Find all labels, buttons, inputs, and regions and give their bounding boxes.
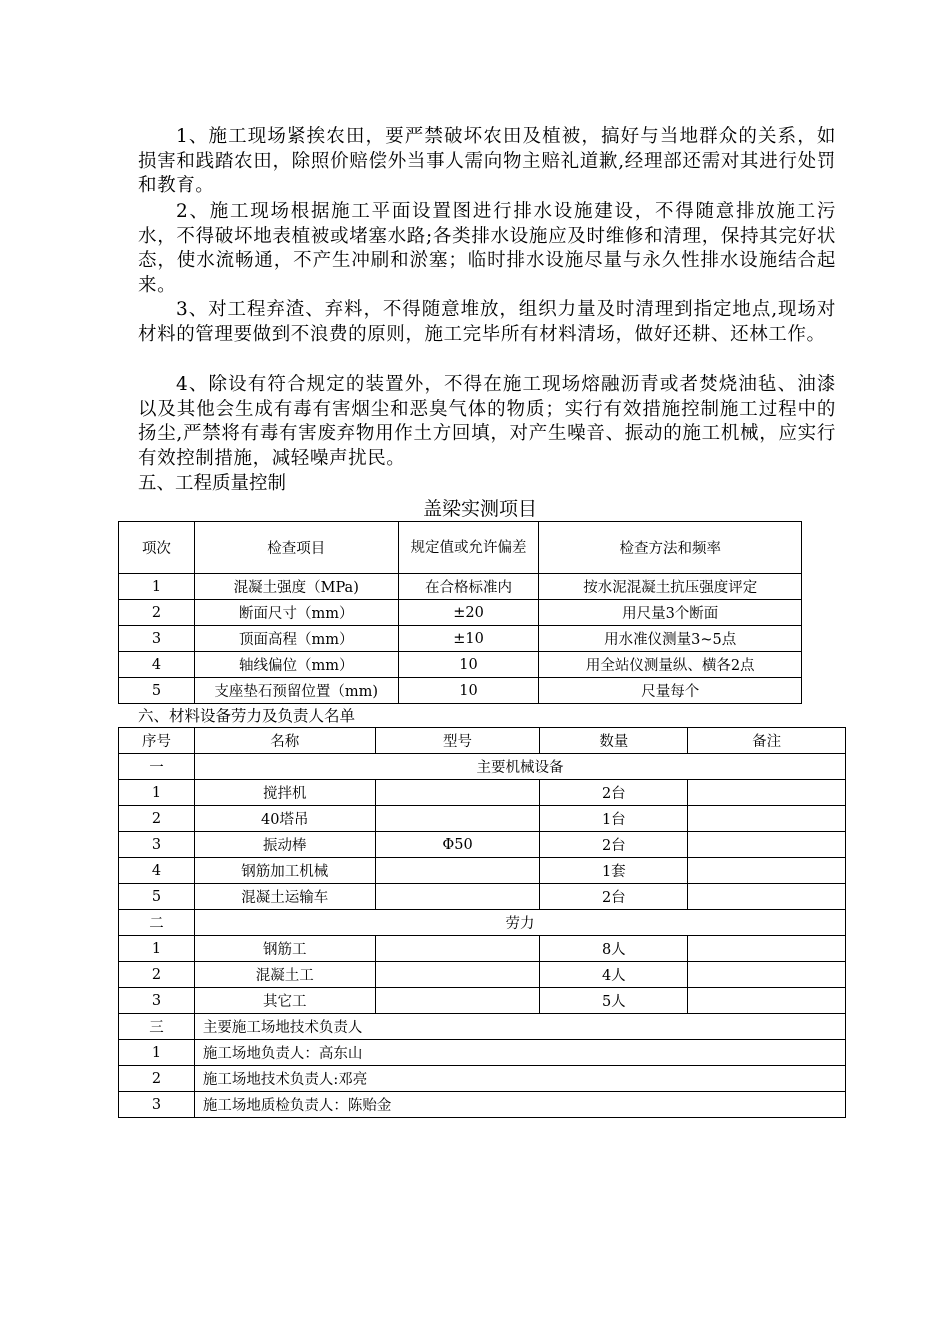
cell: 2 [119,962,195,988]
table-row [119,574,802,600]
cell: 5人 [540,988,688,1014]
group-row [119,1014,846,1040]
cell: 40塔吊 [194,806,375,832]
cell: 3 [119,626,195,652]
cell: 一 [119,754,195,780]
cell: 施工场地负责人：高东山 [194,1040,845,1066]
cell [688,780,846,806]
cell: 混凝土强度（MPa) [194,574,398,600]
table-row [119,1040,846,1066]
cell: 用全站仪测量纵、横各2点 [539,652,802,678]
section-6-heading: 六、材料设备劳力及负责人名单 [138,707,356,725]
table-header-row [119,728,846,754]
cell [688,936,846,962]
group-title: 主要机械设备 [194,754,845,780]
cell [375,858,540,884]
paragraph-2: 2、施工现场根据施工平面设置图进行排水设施建设，不得随意排放施工污水，不得破坏地表植被或堵塞水路;各类排水设施应及时维修和清理，保持其完好状态，使水流畅通，不产生冲刷和淤塞；临时排水设施尽量与永久性排水设施结合起来。 [138,201,836,296]
cell: 按水泥混凝土抗压强度评定 [539,574,802,600]
cell: ±20 [398,600,539,626]
cell: 3 [119,832,195,858]
table-row [119,858,846,884]
header-cell: 备注 [688,728,846,754]
header-cell: 检查方法和频率 [539,522,802,574]
table-header-row [119,522,802,574]
cell: 2台 [540,884,688,910]
cell: 2台 [540,832,688,858]
table-row [119,626,802,652]
cell: 振动棒 [194,832,375,858]
cell: 2台 [540,780,688,806]
cell: 混凝土运输车 [194,884,375,910]
paragraph-3: 3、对工程弃渣、弃料，不得随意堆放，组织力量及时清理到指定地点,现场对材料的管理要做到不浪费的原则，施工完毕所有材料清场，做好还耕、还林工作。 [138,299,836,345]
cell: 支座垫石预留位置（mm) [194,678,398,704]
cell [688,988,846,1014]
cell: 2 [119,1066,195,1092]
cell [375,806,540,832]
table-row [119,988,846,1014]
header-cell: 型号 [375,728,540,754]
cell: 其它工 [194,988,375,1014]
header-cell: 规定值或允许偏差 [398,522,539,574]
cell: 4 [119,858,195,884]
paragraph-4: 4、除设有符合规定的装置外，不得在施工现场熔融沥青或者焚烧油毡、油漆以及其他会生成有毒有害烟尘和恶臭气体的物质；实行有效措施控制施工过程中的扬尘,严禁将有毒有害废弃物用作土方回填，对产生噪音、振动的施工机械，应实行有效控制措施，减轻噪声扰民。 [138,374,836,469]
cell: 10 [398,678,539,704]
group-row [119,910,846,936]
cell: 施工场地技术负责人:邓亮 [194,1066,845,1092]
cell: 轴线偏位（mm） [194,652,398,678]
inspection-table [118,521,802,704]
cell: 钢筋加工机械 [194,858,375,884]
cell: 1 [119,936,195,962]
cell [375,988,540,1014]
table-row [119,678,802,704]
cell: 1台 [540,806,688,832]
table-row [119,962,846,988]
cell: 钢筋工 [194,936,375,962]
cell [375,884,540,910]
cell: 2 [119,806,195,832]
cell: 二 [119,910,195,936]
cell: 搅拌机 [194,780,375,806]
cell: 1套 [540,858,688,884]
cell: 4 [119,652,195,678]
cell: 用尺量3个断面 [539,600,802,626]
cell: 2 [119,600,195,626]
table-row [119,652,802,678]
cell: 混凝土工 [194,962,375,988]
header-cell: 名称 [194,728,375,754]
table-row [119,1066,846,1092]
cell: 1 [119,1040,195,1066]
cell: 断面尺寸（mm） [194,600,398,626]
cell: 8人 [540,936,688,962]
cell [375,780,540,806]
group-title: 劳力 [194,910,845,936]
header-cell: 序号 [119,728,195,754]
cell: 5 [119,678,195,704]
cell [688,962,846,988]
table1-title: 盖梁实测项目 [422,498,537,520]
table-row [119,936,846,962]
cell: 在合格标准内 [398,574,539,600]
header-cell: 数量 [540,728,688,754]
cell [688,884,846,910]
table-row [119,806,846,832]
cell [688,858,846,884]
resources-table [118,727,846,1118]
cell [375,936,540,962]
cell [688,806,846,832]
table-row [119,600,802,626]
section-5-heading: 五、工程质量控制 [138,473,287,494]
group-row [119,754,846,780]
cell: 4人 [540,962,688,988]
cell: 3 [119,988,195,1014]
cell: 三 [119,1014,195,1040]
cell: 3 [119,1092,195,1118]
cell: 1 [119,780,195,806]
cell: 尺量每个 [539,678,802,704]
table-row [119,780,846,806]
cell [375,962,540,988]
header-cell: 项次 [119,522,195,574]
cell: Φ50 [375,832,540,858]
cell [688,832,846,858]
cell: 施工场地质检负责人：陈贻金 [194,1092,845,1118]
paragraph-1: 1、施工现场紧挨农田，要严禁破坏农田及植被，搞好与当地群众的关系，如损害和践踏农田，除照价赔偿外当事人需向物主赔礼道歉,经理部还需对其进行处罚和教育。 [138,126,836,197]
table-row [119,832,846,858]
table-row [119,884,846,910]
cell: 用水准仪测量3~5点 [539,626,802,652]
cell: 5 [119,884,195,910]
cell: 顶面高程（mm） [194,626,398,652]
header-cell: 检查项目 [194,522,398,574]
cell: 1 [119,574,195,600]
cell: ±10 [398,626,539,652]
table-row [119,1092,846,1118]
cell: 10 [398,652,539,678]
group-title: 主要施工场地技术负责人 [194,1014,845,1040]
